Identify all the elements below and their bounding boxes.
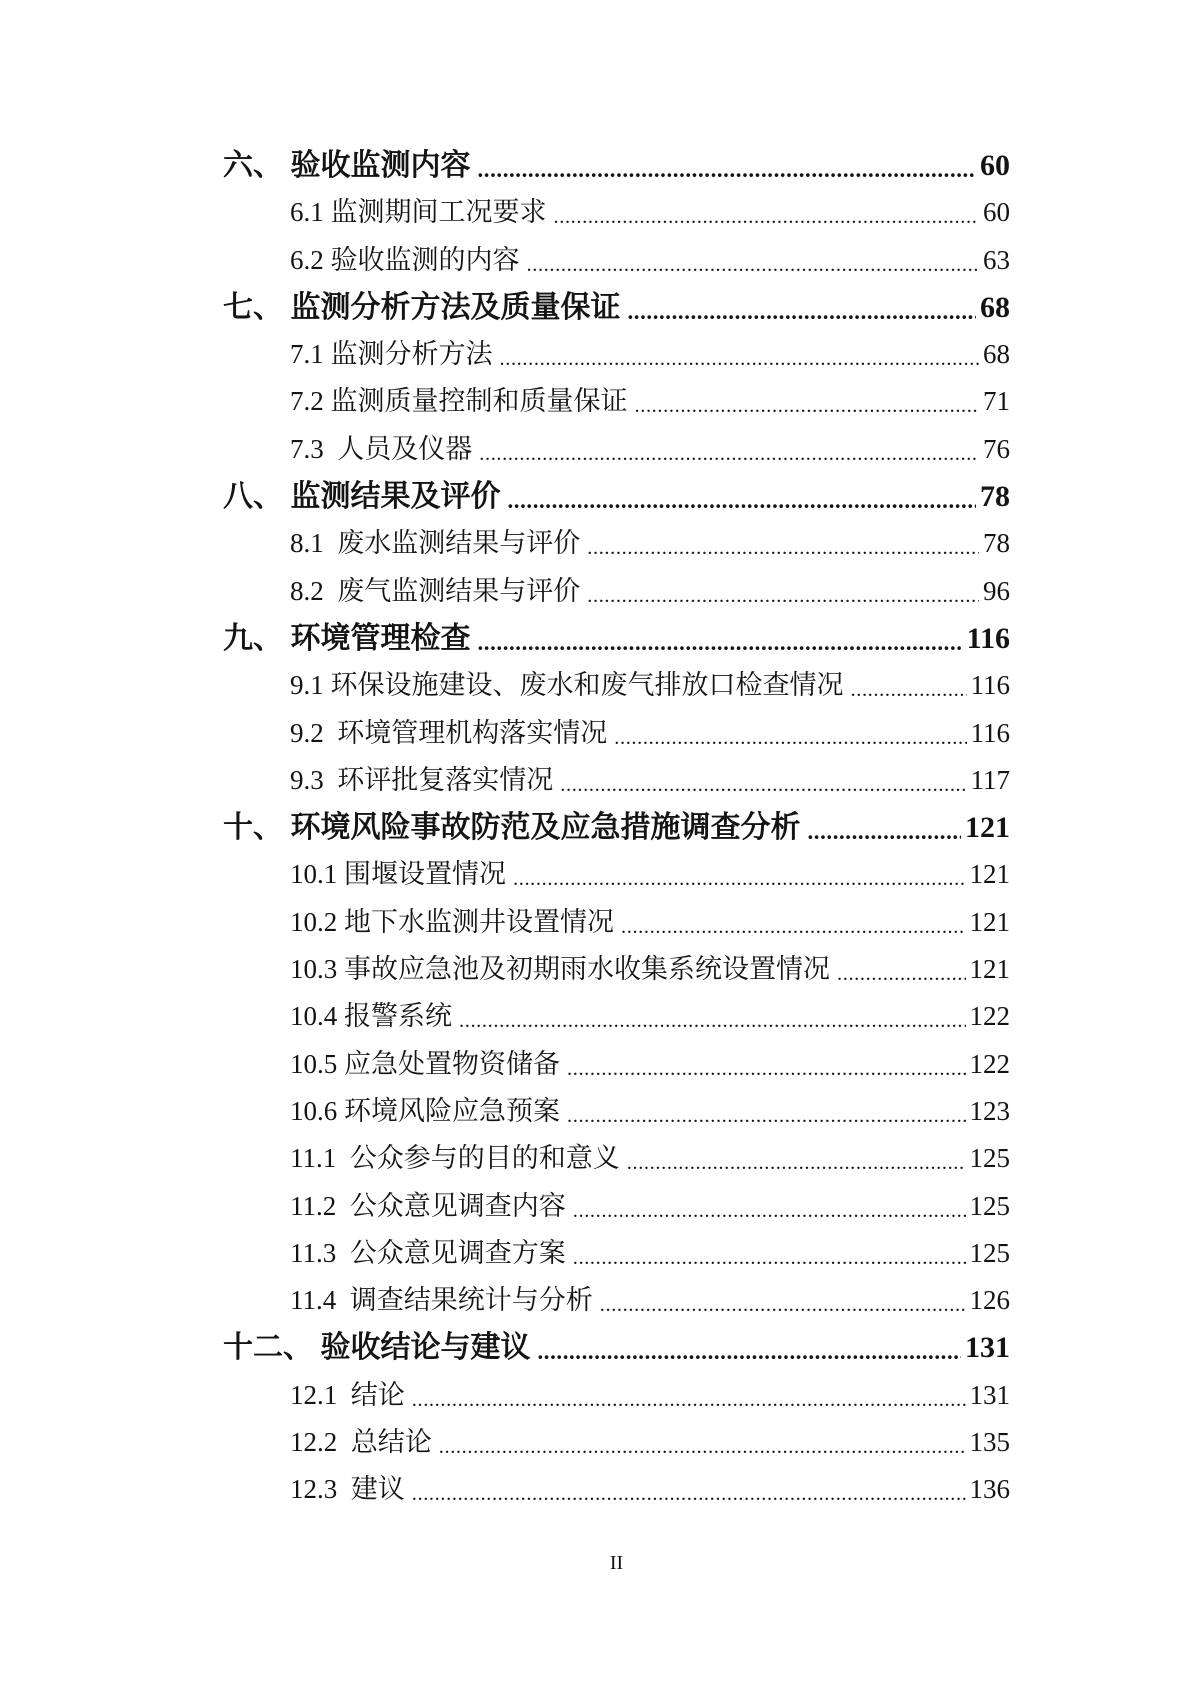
toc-entry-page-number: 125 bbox=[969, 1190, 1010, 1221]
toc-entry-chapter bbox=[223, 615, 1010, 662]
toc-entry-sub bbox=[223, 378, 1010, 425]
toc-entry-page-number: 71 bbox=[983, 386, 1010, 417]
toc-entry-label: 12.3 建议 bbox=[290, 1474, 405, 1505]
toc-entry-page-number: 135 bbox=[969, 1427, 1010, 1458]
toc-entry-page-number: 121 bbox=[969, 906, 1010, 937]
toc-dot-leader bbox=[479, 426, 979, 473]
toc-entry-sub bbox=[223, 1466, 1010, 1513]
toc-entry-page-number: 60 bbox=[983, 197, 1010, 228]
toc-entry-sub bbox=[223, 851, 1010, 898]
table-of-contents bbox=[223, 142, 1010, 1514]
toc-dot-leader bbox=[573, 1183, 966, 1230]
toc-entry-label: 9.2 环境管理机构落实情况 bbox=[290, 717, 608, 748]
toc-dot-leader bbox=[439, 1419, 966, 1466]
toc-entry-chapter bbox=[223, 1324, 1010, 1371]
toc-dot-leader bbox=[628, 284, 977, 331]
toc-dot-leader bbox=[837, 946, 966, 993]
toc-dot-leader bbox=[600, 1277, 966, 1324]
toc-entry-label: 10.4 报警系统 bbox=[290, 1001, 452, 1032]
toc-entry-label: 七、 监测分析方法及质量保证 bbox=[223, 290, 621, 324]
toc-dot-leader bbox=[459, 993, 966, 1040]
toc-dot-leader bbox=[527, 237, 980, 284]
toc-entry-label: 12.2 总结论 bbox=[290, 1427, 432, 1458]
toc-entry-label: 11.1 公众参与的目的和意义 bbox=[290, 1143, 620, 1174]
footer-page-number: II bbox=[609, 1552, 624, 1574]
toc-entry-page-number: 122 bbox=[969, 1048, 1010, 1079]
toc-dot-leader bbox=[554, 189, 980, 236]
toc-entry-page-number: 125 bbox=[969, 1237, 1010, 1268]
toc-entry-page-number: 60 bbox=[980, 149, 1010, 182]
toc-entry-chapter bbox=[223, 142, 1010, 189]
toc-dot-leader bbox=[587, 568, 979, 615]
toc-dot-leader bbox=[567, 1088, 966, 1135]
toc-entry-sub bbox=[223, 1277, 1010, 1324]
toc-entry-page-number: 121 bbox=[969, 859, 1010, 890]
toc-entry-label: 九、 环境管理检查 bbox=[223, 621, 471, 655]
toc-entry-page-number: 116 bbox=[970, 717, 1010, 748]
toc-dot-leader bbox=[500, 331, 980, 378]
toc-dot-leader bbox=[538, 1324, 962, 1371]
toc-entry-label: 7.1 监测分析方法 bbox=[290, 339, 493, 370]
toc-entry-label: 10.6 环境风险应急预案 bbox=[290, 1095, 560, 1126]
toc-entry-page-number: 122 bbox=[969, 1001, 1010, 1032]
toc-dot-leader bbox=[478, 142, 977, 189]
toc-entry-label: 6.1 监测期间工况要求 bbox=[290, 197, 547, 228]
toc-entry-label: 8.1 废水监测结果与评价 bbox=[290, 528, 581, 559]
toc-entry-label: 10.2 地下水监测井设置情况 bbox=[290, 906, 614, 937]
toc-entry-page-number: 131 bbox=[969, 1379, 1010, 1410]
toc-entry-label: 10.5 应急处置物资储备 bbox=[290, 1048, 560, 1079]
toc-entry-sub bbox=[223, 710, 1010, 757]
toc-dot-leader bbox=[573, 1230, 966, 1277]
toc-entry-label: 11.4 调查结果统计与分析 bbox=[290, 1285, 593, 1316]
toc-entry-sub bbox=[223, 1183, 1010, 1230]
toc-entry-sub bbox=[223, 426, 1010, 473]
toc-dot-leader bbox=[412, 1372, 966, 1419]
toc-dot-leader bbox=[513, 851, 966, 898]
toc-entry-page-number: 121 bbox=[965, 811, 1010, 845]
toc-dot-leader bbox=[478, 615, 963, 662]
toc-entry-sub bbox=[223, 568, 1010, 615]
toc-entry-chapter bbox=[223, 473, 1010, 520]
toc-entry-page-number: 63 bbox=[983, 244, 1010, 275]
toc-entry-page-number: 121 bbox=[969, 954, 1010, 985]
toc-dot-leader bbox=[851, 662, 967, 709]
toc-entry-sub bbox=[223, 1041, 1010, 1088]
toc-dot-leader bbox=[508, 473, 977, 520]
toc-entry-sub bbox=[223, 757, 1010, 804]
toc-entry-page-number: 125 bbox=[969, 1143, 1010, 1174]
toc-entry-chapter bbox=[223, 804, 1010, 851]
toc-entry-sub bbox=[223, 1419, 1010, 1466]
page-footer bbox=[223, 1548, 1010, 1578]
toc-dot-leader bbox=[635, 378, 980, 425]
toc-entry-sub bbox=[223, 1230, 1010, 1277]
toc-entry-label: 11.2 公众意见调查内容 bbox=[290, 1190, 566, 1221]
toc-entry-label: 8.2 废气监测结果与评价 bbox=[290, 575, 581, 606]
toc-dot-leader bbox=[567, 1041, 966, 1088]
toc-entry-label: 10.3 事故应急池及初期雨水收集系统设置情况 bbox=[290, 954, 830, 985]
toc-entry-label: 八、 监测结果及评价 bbox=[223, 480, 501, 514]
toc-entry-page-number: 116 bbox=[966, 621, 1010, 655]
toc-entry-label: 十二、 验收结论与建议 bbox=[223, 1331, 531, 1365]
toc-entry-sub bbox=[223, 993, 1010, 1040]
toc-entry-sub bbox=[223, 662, 1010, 709]
toc-entry-sub bbox=[223, 331, 1010, 378]
toc-entry-sub bbox=[223, 899, 1010, 946]
toc-entry-label: 11.3 公众意见调查方案 bbox=[290, 1237, 566, 1268]
toc-entry-label: 9.1 环保设施建设、废水和废气排放口检查情况 bbox=[290, 670, 844, 701]
toc-entry-label: 十、 环境风险事故防范及应急措施调查分析 bbox=[223, 811, 801, 845]
toc-entry-label: 12.1 结论 bbox=[290, 1379, 405, 1410]
toc-entry-page-number: 96 bbox=[983, 575, 1010, 606]
toc-entry-sub bbox=[223, 520, 1010, 567]
toc-entry-label: 9.3 环评批复落实情况 bbox=[290, 764, 554, 795]
toc-entry-chapter bbox=[223, 284, 1010, 331]
toc-entry-sub bbox=[223, 1372, 1010, 1419]
toc-entry-label: 六、 验收监测内容 bbox=[223, 149, 471, 182]
toc-entry-label: 7.3 人员及仪器 bbox=[290, 433, 473, 464]
toc-entry-page-number: 76 bbox=[983, 433, 1010, 464]
toc-entry-page-number: 78 bbox=[983, 528, 1010, 559]
toc-dot-leader bbox=[560, 757, 966, 804]
toc-entry-page-number: 131 bbox=[965, 1331, 1010, 1365]
toc-entry-sub bbox=[223, 237, 1010, 284]
toc-entry-page-number: 117 bbox=[970, 764, 1010, 795]
toc-entry-page-number: 68 bbox=[983, 339, 1010, 370]
toc-dot-leader bbox=[808, 804, 962, 851]
toc-entry-page-number: 68 bbox=[980, 290, 1010, 324]
toc-dot-leader bbox=[621, 899, 966, 946]
toc-entry-page-number: 78 bbox=[980, 480, 1010, 514]
toc-entry-page-number: 116 bbox=[970, 670, 1010, 701]
toc-entry-sub bbox=[223, 1135, 1010, 1182]
toc-entry-page-number: 123 bbox=[969, 1095, 1010, 1126]
toc-entry-label: 6.2 验收监测的内容 bbox=[290, 244, 520, 275]
toc-entry-label: 10.1 围堰设置情况 bbox=[290, 859, 506, 890]
toc-entry-sub bbox=[223, 189, 1010, 236]
toc-entry-page-number: 136 bbox=[969, 1474, 1010, 1505]
toc-dot-leader bbox=[587, 520, 979, 567]
toc-dot-leader bbox=[627, 1135, 966, 1182]
toc-dot-leader bbox=[412, 1466, 966, 1513]
toc-entry-sub bbox=[223, 1088, 1010, 1135]
toc-dot-leader bbox=[614, 710, 966, 757]
toc-entry-page-number: 126 bbox=[969, 1285, 1010, 1316]
toc-entry-sub bbox=[223, 946, 1010, 993]
toc-entry-label: 7.2 监测质量控制和质量保证 bbox=[290, 386, 628, 417]
